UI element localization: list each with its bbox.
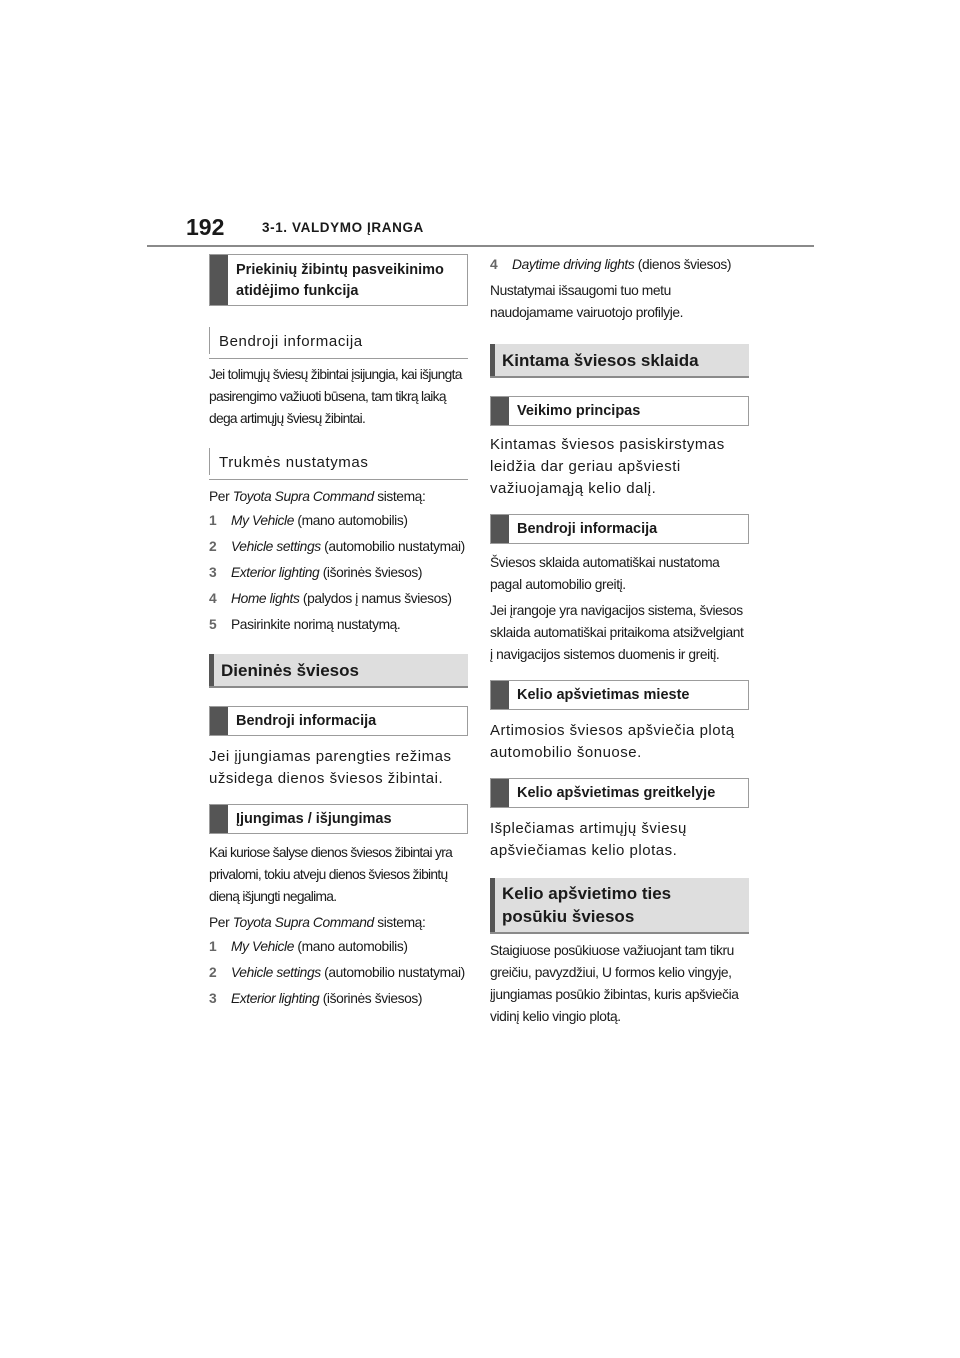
paragraph-navigation: Jei įrangoje yra navigacijos sistema, šviesos sklaida automatiškai pritaikoma atsižvelgiant į navigacijos sistemos duomenis ir greitį. <box>490 603 744 662</box>
step-italic: My Vehicle <box>231 513 294 528</box>
step-rest: (automobilio nustatymai) <box>320 539 465 554</box>
text-italic: Toyota Supra Command <box>232 489 374 504</box>
step-italic: Home lights <box>231 591 300 606</box>
step-item <box>209 614 468 636</box>
step-number: 2 <box>209 539 217 554</box>
step-text <box>231 988 422 1010</box>
heading-label: Dieninės šviesos <box>221 660 359 680</box>
text-suffix: sistemą: <box>377 489 426 504</box>
text-prefix: Per <box>209 915 230 930</box>
step-number: 4 <box>490 257 498 272</box>
paragraph-cornering: Staigiuose posūkiuose važiuojant tam tikru greičiu, pavyzdžiui, U formos kelio vingyje, įjungiamas posūkio žibintas, kuris apšviečia vidinį kelio vingio plotą. <box>490 943 739 1024</box>
section-box-on-off <box>209 804 468 834</box>
subheading-label: Trukmės nustatymas <box>219 454 369 471</box>
paragraph-saved-profile: Nustatymai išsaugomi tuo metu naudojamame vairuotojo profilyje. <box>490 283 684 320</box>
step-rest: Pasirinkite norimą nustatymą. <box>231 617 401 632</box>
step-item <box>209 588 468 610</box>
step-item <box>209 510 468 532</box>
box-title: Priekinių žibintų pasveikinimo atidėjimo funkcija <box>236 262 444 299</box>
box-title: Kelio apšvietimas greitkelyje <box>517 784 716 801</box>
paragraph-daytime: Jei įjungiamas parengties režimas užsidega dienos šviesos žibintai. <box>209 748 452 787</box>
paragraph-via-command-2 <box>209 912 468 934</box>
step-item <box>209 936 468 958</box>
section-title: 3-1. VALDYMO ĮRANGA <box>262 220 424 235</box>
box-title: Bendroji informacija <box>236 712 377 729</box>
step-number: 3 <box>209 565 217 580</box>
step-text <box>231 562 422 584</box>
text-italic: Toyota Supra Command <box>232 915 374 930</box>
box-title: Veikimo principas <box>517 402 641 419</box>
section-box-welcome-delay <box>209 254 468 306</box>
text-suffix: sistemą: <box>377 915 426 930</box>
section-box-general-info <box>209 706 468 736</box>
subheading-duration <box>209 446 468 480</box>
step-italic: My Vehicle <box>231 939 294 954</box>
step-text <box>231 536 465 558</box>
paragraph-speed: Šviesos sklaida automatiškai nustatoma pagal automobilio greitį. <box>490 555 720 592</box>
step-rest: (išorinės šviesos) <box>319 565 423 580</box>
step-number: 1 <box>209 513 217 528</box>
step-number: 4 <box>209 591 217 606</box>
section-box-city <box>490 680 749 710</box>
box-title: Įjungimas / išjungimas <box>236 810 392 827</box>
step-number: 2 <box>209 965 217 980</box>
step-text <box>231 936 408 958</box>
section-box-principle <box>490 396 749 426</box>
box-title: Kelio apšvietimas mieste <box>517 686 690 703</box>
step-item <box>209 562 468 584</box>
step-item <box>209 988 468 1010</box>
paragraph-highway: Išplečiamas artimųjų šviesų apšviečiamas kelio plotas. <box>490 820 687 859</box>
step-rest: (mano automobilis) <box>293 939 408 954</box>
step-rest: (automobilio nustatymai) <box>320 965 465 980</box>
step-number: 5 <box>209 617 217 632</box>
step-text <box>231 588 452 610</box>
step-number: 1 <box>209 939 217 954</box>
step-text <box>512 254 731 276</box>
section-heading-daytime-lights <box>209 654 468 688</box>
step-text <box>231 962 465 984</box>
text-prefix: Per <box>209 489 230 504</box>
step-item <box>490 254 749 276</box>
step-rest: (mano automobilis) <box>293 513 408 528</box>
right-column <box>490 254 749 1028</box>
subheading-label: Bendroji informacija <box>219 333 363 350</box>
step-rest: (išorinės šviesos) <box>319 991 423 1006</box>
left-column <box>209 254 468 1010</box>
step-italic: Daytime driving lights <box>512 257 635 272</box>
step-italic: Vehicle settings <box>231 965 321 980</box>
step-italic: Vehicle settings <box>231 539 321 554</box>
step-rest: (dienos šviesos) <box>634 257 732 272</box>
page-number: 192 <box>186 214 225 240</box>
section-heading-cornering <box>490 878 749 934</box>
step-text <box>231 510 408 532</box>
heading-label: Kelio apšvietimo ties posūkiu šviesos <box>502 884 672 926</box>
step-text <box>231 614 400 636</box>
step-italic: Exterior lighting <box>231 565 320 580</box>
section-box-highway <box>490 778 749 808</box>
paragraph-intro: Jei tolimųjų šviesų žibintai įsijungia, kai išjungta pasirengimo važiuoti būsena, tam tikrą laiką dega artimųjų šviesų žibintai. <box>209 367 462 426</box>
paragraph-via-command <box>209 486 468 508</box>
step-list-duration <box>209 510 468 636</box>
section-box-general-info-2 <box>490 514 749 544</box>
paragraph-city: Artimosios šviesos apšviečia plotą automobilio šonuose. <box>490 722 735 761</box>
subheading-general-info <box>209 325 468 359</box>
paragraph-distribution: Kintamas šviesos pasiskirstymas leidžia dar geriau apšviesti važiuojamąją kelio dalį. <box>490 436 725 497</box>
header-rule <box>147 245 814 247</box>
section-heading-variable-light <box>490 344 749 378</box>
step-list-daytime <box>209 936 468 1010</box>
paragraph-mandatory: Kai kuriose šalyse dienos šviesos žibintai yra privalomi, tokiu atveju dienos šviesos žibintų dieną išjungti negalima. <box>209 845 453 904</box>
step-italic: Exterior lighting <box>231 991 320 1006</box>
step-item <box>209 536 468 558</box>
step-item <box>209 962 468 984</box>
step-number: 3 <box>209 991 217 1006</box>
step-rest: (palydos į namus šviesos) <box>299 591 452 606</box>
heading-label: Kintama šviesos sklaida <box>502 350 699 370</box>
box-title: Bendroji informacija <box>517 520 658 537</box>
